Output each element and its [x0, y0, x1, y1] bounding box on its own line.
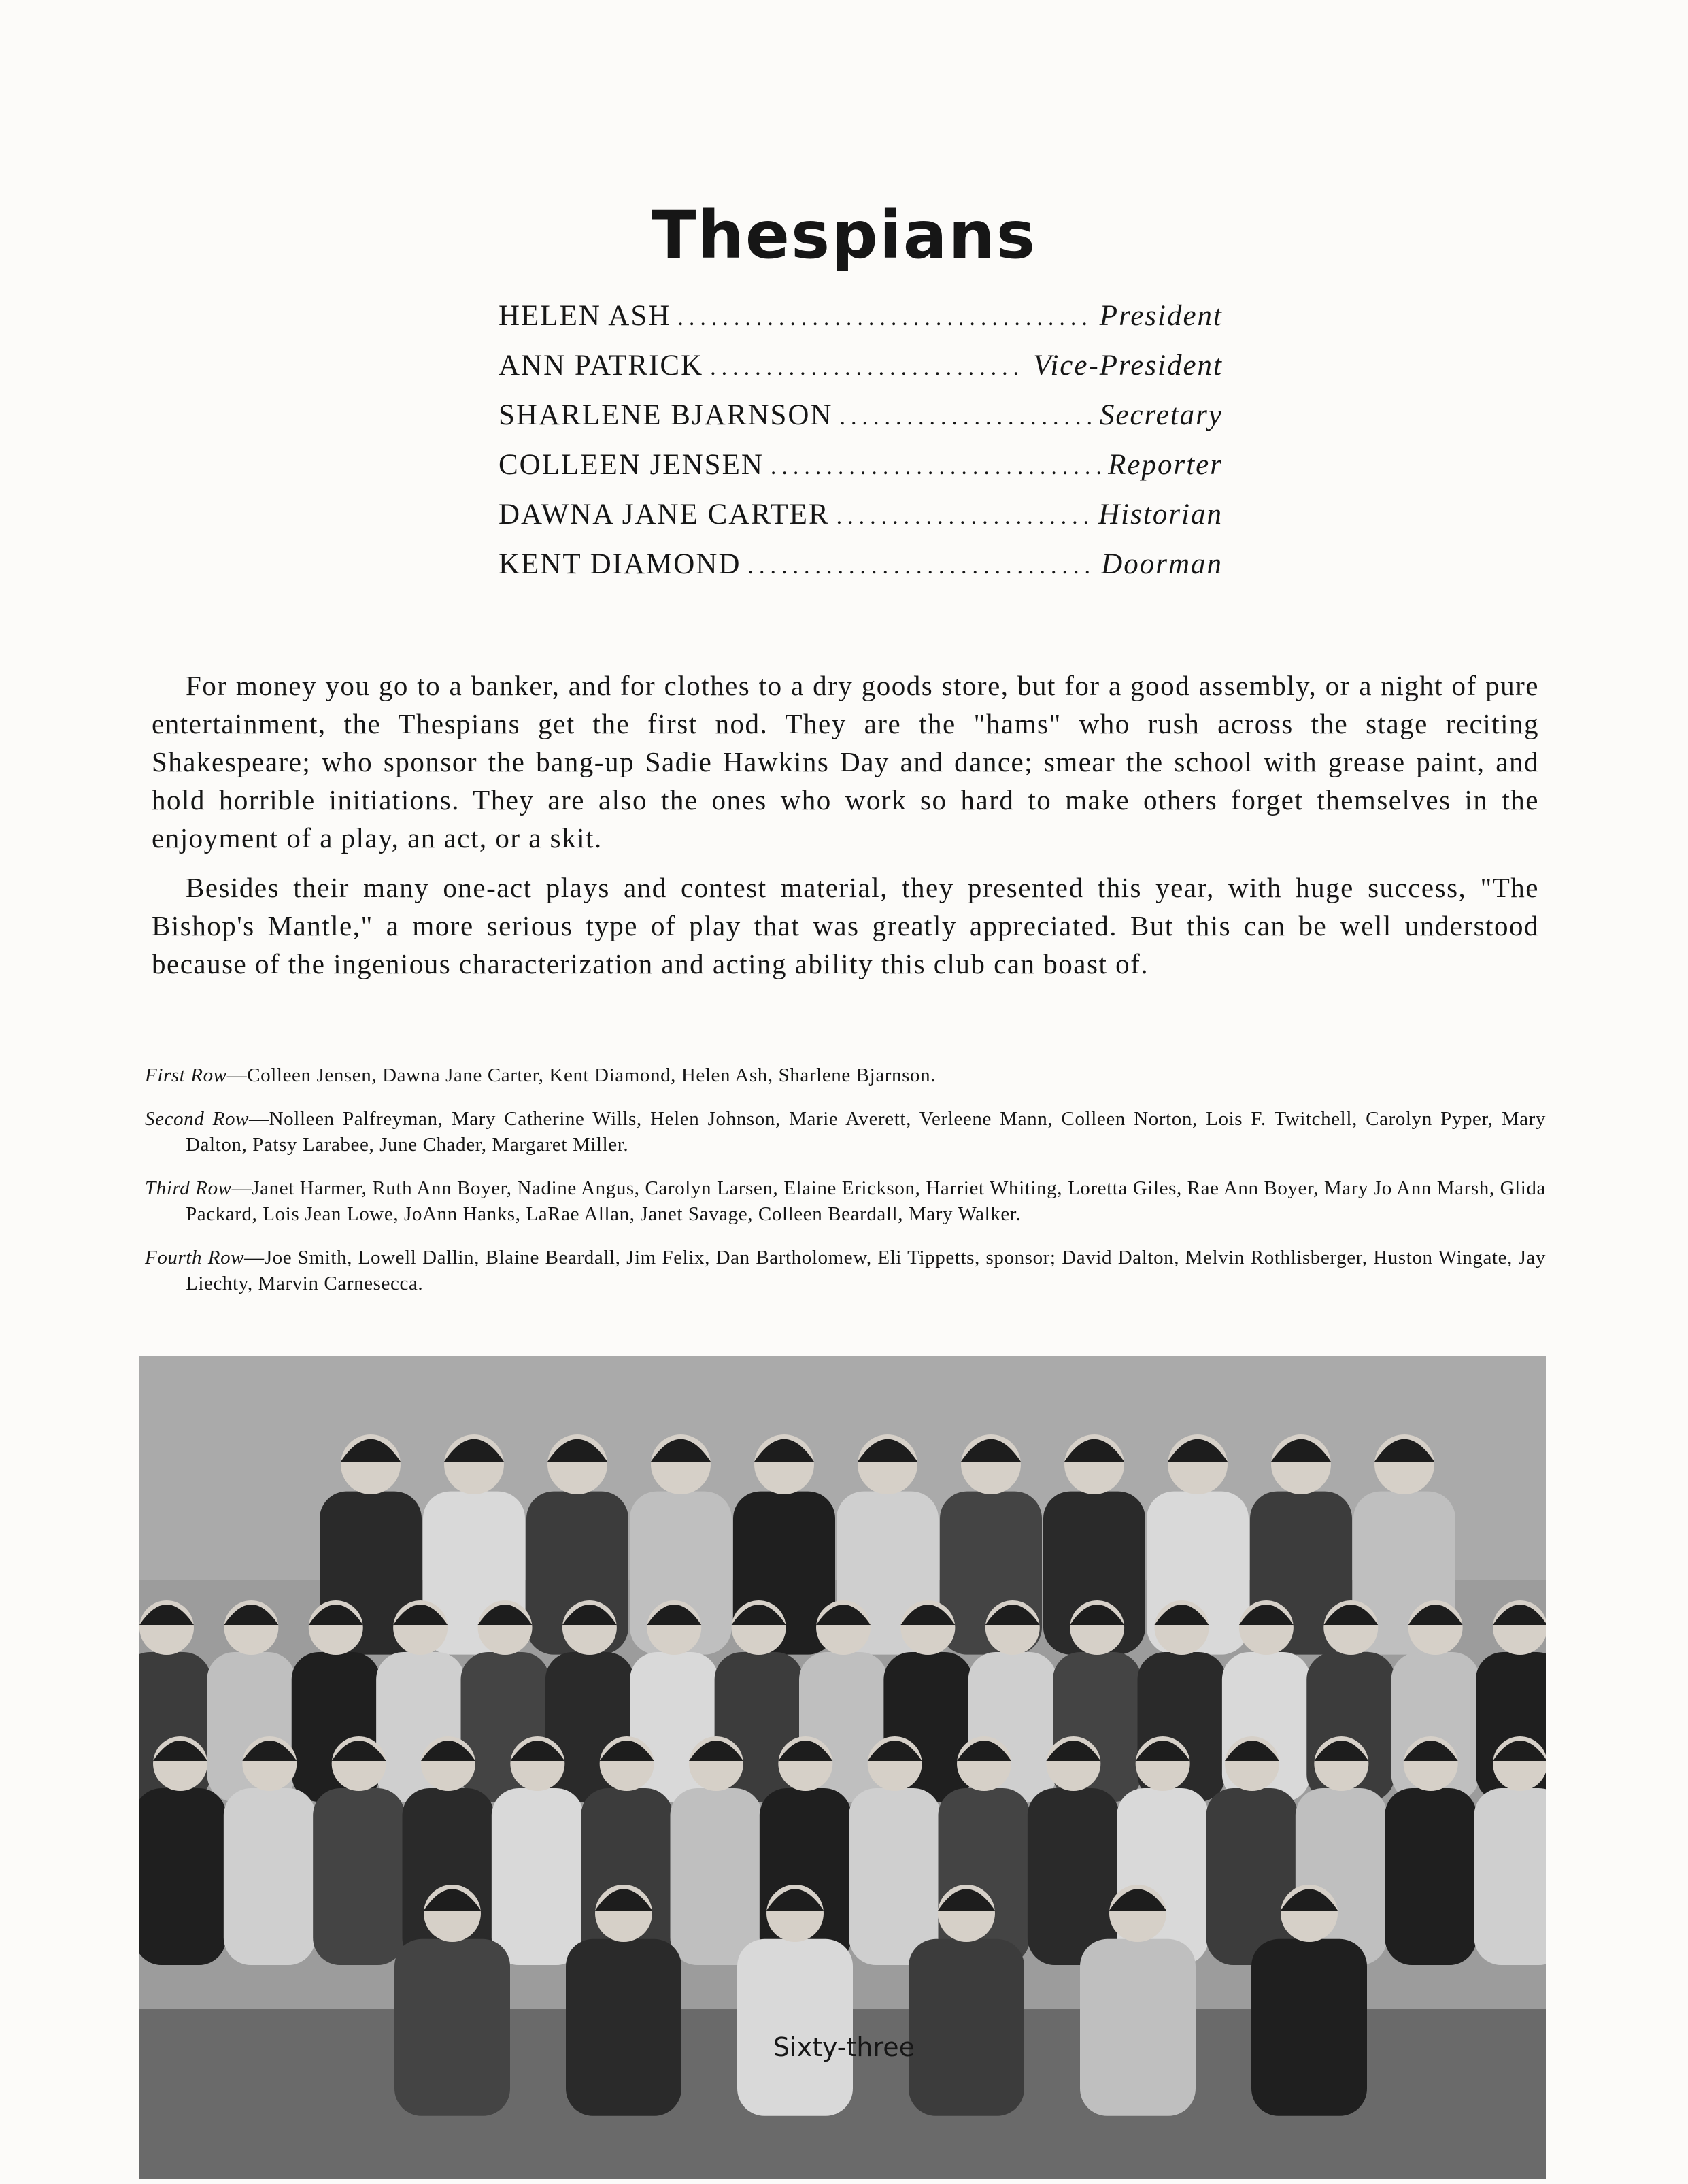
officer-name: HELEN ASH	[499, 300, 671, 332]
person-body	[1080, 1939, 1196, 2116]
caption-row: Second Row—Nolleen Palfreyman, Mary Catherine Wills, Helen Johnson, Marie Averett, Verleene Mann, Colleen Norton, Lois F. Twitchell, Carolyn Pyper, Mary Dalton, Patsy Larabee, June Chader, Margaret Miller.	[145, 1108, 1546, 1156]
person-body	[1385, 1788, 1476, 1965]
person-body	[737, 1939, 853, 2116]
row-names: Joe Smith, Lowell Dallin, Blaine Beardall, Jim Felix, Dan Bartholomew, Eli Tippetts, sponsor; David Dalton, Melvin Rothlisberger, Huston Wingate, Jay Liechty, Marvin Carnesecca.	[186, 1247, 1546, 1294]
person-body	[566, 1939, 681, 2116]
dot-leader	[710, 355, 1026, 381]
person-body	[139, 1788, 226, 1965]
officer-title: Doorman	[1101, 548, 1223, 580]
officer-name: DAWNA JANE CARTER	[499, 499, 830, 531]
person-body	[313, 1788, 405, 1965]
person-body	[1206, 1788, 1298, 1965]
page-number: Sixty-three	[773, 2032, 915, 2062]
officer-name: COLLEEN JENSEN	[499, 449, 764, 481]
dot-leader	[771, 454, 1101, 480]
dot-leader	[677, 305, 1092, 331]
person-body	[939, 1788, 1030, 1965]
officer-name: ANN PATRICK	[499, 350, 704, 382]
caption-row: Fourth Row—Joe Smith, Lowell Dallin, Blaine Beardall, Jim Felix, Dan Bartholomew, Eli Tippetts, sponsor; David Dalton, Melvin Rothlisberger, Huston Wingate, Jay Liechty, Marvin Carnesecca.	[145, 1247, 1546, 1294]
body-paragraph: Besides their many one-act plays and contest material, they presented this year, with huge success, "The Bishop's Mantle," a more serious type of play that was greatly appreciated. But this can be well understood because of the ingenious characterization and acting ability this club can boast of.	[152, 872, 1539, 979]
officer-title: Secretary	[1099, 399, 1223, 431]
officer-entry	[499, 349, 1223, 399]
officer-title: President	[1099, 300, 1223, 332]
row-label: Fourth Row	[145, 1247, 245, 1269]
row-names: Nolleen Palfreyman, Mary Catherine Wills, Helen Johnson, Marie Averett, Verleene Mann, Colleen Norton, Lois F. Twitchell, Carolyn Pyper, Mary Dalton, Patsy Larabee, June Chader, Margaret Miller.	[186, 1108, 1546, 1156]
person-body	[1474, 1788, 1547, 1965]
page-title: Thespians	[652, 197, 1036, 274]
row-names: Colleen Jensen, Dawna Jane Carter, Kent Diamond, Helen Ash, Sharlene Bjarnson.	[247, 1064, 936, 1086]
officer-entry	[499, 399, 1223, 448]
dot-leader	[747, 554, 1094, 579]
officer-entry	[499, 548, 1223, 597]
caption-row: First Row—Colleen Jensen, Dawna Jane Carter, Kent Diamond, Helen Ash, Sharlene Bjarnson.	[145, 1064, 936, 1086]
officer-title: Vice-President	[1033, 350, 1223, 382]
person-body	[224, 1788, 316, 1965]
person-body	[849, 1788, 941, 1965]
officer-entry	[499, 498, 1223, 548]
row-label: Second Row	[145, 1108, 250, 1130]
person-body	[492, 1788, 584, 1965]
body-paragraph: For money you go to a banker, and for clothes to a dry goods store, but for a good assembly, or a night of pure entertainment, the Thespians get the first nod. They are the "hams" who rush across the stage reciting Shakespeare; who sponsor the bang-up Sadie Hawkins Day and dance; smear the school with grease paint, and hold horrible initiations. They are also the ones who work so hard to make others forget themselves in the enjoyment of a play, an act, or a skit.	[152, 670, 1539, 854]
dot-leader	[837, 504, 1092, 530]
officer-entry	[499, 299, 1223, 349]
person-body	[671, 1788, 762, 1965]
dot-leader	[840, 405, 1093, 431]
photo-caption	[145, 1062, 1546, 1314]
caption-row: Third Row—Janet Harmer, Ruth Ann Boyer, Nadine Angus, Carolyn Larsen, Elaine Erickson, Harriet Whiting, Loretta Giles, Rae Ann Boyer, Mary Jo Ann Marsh, Glida Packard, Lois Jean Lowe, JoAnn Hanks, LaRae Allan, Janet Savage, Colleen Beardall, Mary Walker.	[145, 1177, 1547, 1225]
row-label: First Row	[145, 1064, 227, 1086]
officer-name: SHARLENE BJARNSON	[499, 399, 833, 431]
officer-title: Historian	[1098, 499, 1223, 531]
officer-name: KENT DIAMOND	[499, 548, 741, 580]
person-body	[394, 1939, 510, 2116]
officer-list	[499, 299, 1223, 597]
row-names: Janet Harmer, Ruth Ann Boyer, Nadine Angus, Carolyn Larsen, Elaine Erickson, Harriet Whiting, Loretta Giles, Rae Ann Boyer, Mary Jo Ann Marsh, Glida Packard, Lois Jean Lowe, JoAnn Hanks, LaRae Allan, Janet Savage, Colleen Beardall, Mary Walker.	[186, 1177, 1547, 1225]
officer-entry	[499, 448, 1223, 498]
person-body	[1028, 1788, 1119, 1965]
officer-title: Reporter	[1108, 449, 1223, 481]
person-body	[1251, 1939, 1367, 2116]
person-body	[909, 1939, 1024, 2116]
row-label: Third Row	[145, 1177, 232, 1199]
